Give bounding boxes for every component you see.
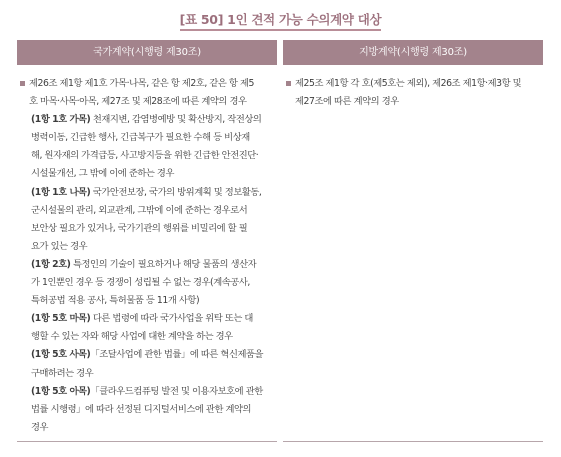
text-line — [31, 111, 275, 129]
item-text: 천재지변, 감염병예방 및 확산방지, 작전상의 — [90, 114, 262, 126]
item-text: 다른 법령에 따라 국가사업을 위탁 또는 대 — [90, 313, 253, 325]
item-text: 병력이동, 긴급한 행사, 긴급복구가 필요한 수해 등 비상재 — [31, 132, 250, 144]
item-label: (1항 1호 가목) — [31, 114, 91, 126]
text-line — [31, 274, 275, 292]
item-text: 「조달사업에 관한 법률」에 따른 혁신제품을 — [90, 349, 264, 361]
table-caption — [0, 9, 561, 31]
square-bullet-icon — [286, 81, 291, 86]
text-line — [31, 401, 275, 419]
item-text: 국가안전보장, 국가의 방위계획 및 정보활동, — [90, 186, 262, 198]
column-header-national: 국가계약(시행령 제30조) — [17, 40, 277, 65]
contract-item — [17, 111, 275, 183]
item-text: 시설물개선, 그 밖에 이에 준하는 경우 — [31, 168, 174, 180]
item-text: 군시설물의 관리, 외교관계, 그밖에 이에 준하는 경우로서 — [31, 204, 248, 216]
local-contract-column — [283, 75, 541, 111]
text-line — [31, 419, 275, 437]
bottom-divider — [17, 441, 277, 442]
text-line — [31, 238, 275, 256]
item-label: (1항 1호 나목) — [31, 186, 91, 198]
item-label: (1항 2호) — [31, 258, 71, 270]
text-line — [31, 202, 275, 220]
text-line — [31, 383, 275, 401]
national-items — [17, 111, 275, 437]
item-label: (1항 5호 사목) — [31, 349, 91, 361]
text-line — [31, 328, 275, 346]
item-text: 해, 원자재의 가격급등, 사고방지등을 위한 긴급한 안전진단· — [31, 150, 259, 162]
text-line: 제27조에 따른 계약의 경우 — [295, 96, 399, 108]
text-line — [31, 256, 275, 274]
contract-item — [17, 256, 275, 310]
item-text: 구매하려는 경우 — [31, 367, 94, 379]
bottom-divider — [283, 441, 543, 442]
text-line — [31, 346, 275, 364]
item-text: 가 1인뿐인 경우 등 경쟁이 성립될 수 없는 경우(계속공사, — [31, 277, 250, 289]
text-line — [31, 129, 275, 147]
text-line — [31, 147, 275, 165]
text-line: 제26조 제1항 제1호 가목·나목, 같은 항 제2호, 같은 항 제5 — [29, 78, 254, 89]
text-line — [31, 365, 275, 383]
text-line: 호 마목·사목·아목, 제27조 및 제28조에 따른 계약의 경우 — [29, 96, 247, 108]
item-text: 법률 시행령」에 따라 선정된 디지털서비스에 관한 계약의 — [31, 403, 252, 415]
text-line — [31, 220, 275, 238]
text-line — [31, 310, 275, 328]
national-intro — [17, 75, 275, 111]
text-line — [31, 292, 275, 310]
item-text: 「클라우드컴퓨팅 발전 및 이용자보호에 관한 — [90, 385, 263, 397]
item-text: 행할 수 있는 자와 해당 사업에 대한 계약을 하는 경우 — [31, 331, 233, 343]
text-line: 제25조 제1항 각 호(제5호는 제외), 제26조 제1항·제3항 및 — [295, 78, 522, 89]
table-title: [표 50] 1인 견적 가능 수의계약 대상 — [180, 10, 382, 31]
item-text: 특정인의 기술이 필요하거나 해당 물품의 생산자 — [70, 258, 257, 270]
item-text: 경우 — [31, 421, 49, 433]
contract-item — [17, 310, 275, 346]
item-label: (1항 5호 아목) — [31, 385, 91, 397]
item-label: (1항 5호 마목) — [31, 313, 91, 325]
local-intro — [283, 75, 541, 111]
item-text: 특허공법 적용 공사, 특허물품 등 11개 사항) — [31, 295, 200, 307]
column-header-local: 지방계약(시행령 제30조) — [283, 40, 543, 65]
contract-item — [17, 383, 275, 437]
text-line — [31, 165, 275, 183]
contract-item — [17, 346, 275, 382]
item-text: 보안상 필요가 있거나, 국가기관의 행위를 비밀리에 할 필 — [31, 222, 248, 234]
text-line — [31, 184, 275, 202]
contract-item — [17, 184, 275, 256]
national-contract-column — [17, 75, 275, 437]
square-bullet-icon — [20, 81, 25, 86]
item-text: 요가 있는 경우 — [31, 240, 88, 252]
